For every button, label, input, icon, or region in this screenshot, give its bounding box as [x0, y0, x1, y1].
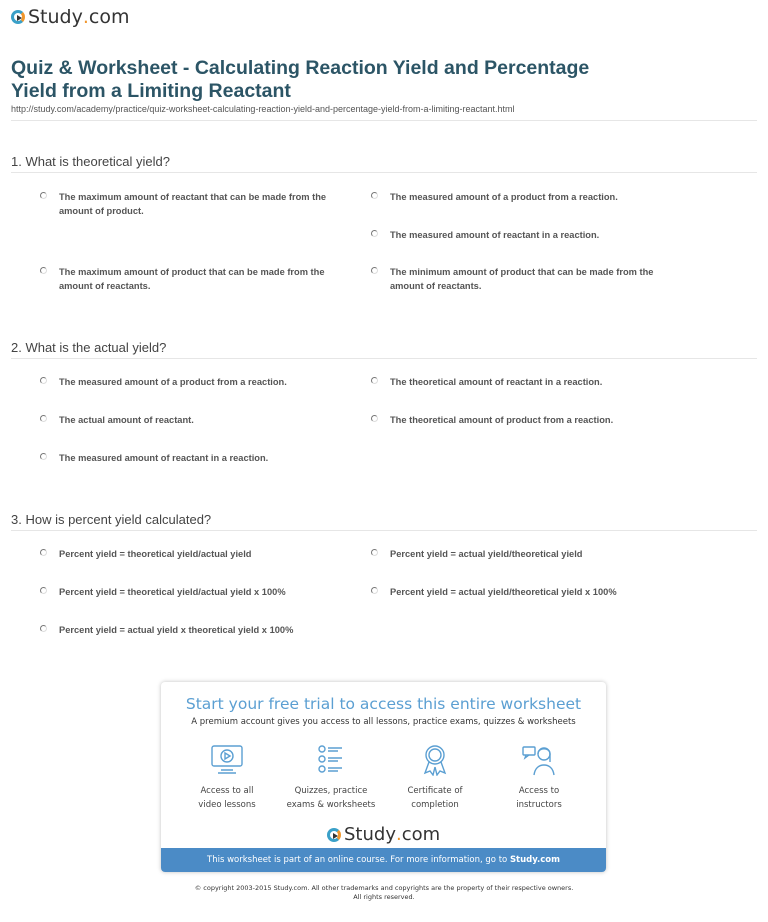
- course-banner[interactable]: [161, 848, 606, 872]
- feature-video-lessons: [172, 744, 282, 812]
- promo-subtitle: A premium account gives you access to all lessons, practice exams, quizzes & worksheets: [191, 717, 576, 727]
- radio-icon[interactable]: [40, 377, 47, 384]
- instructor-icon: [522, 744, 556, 776]
- answer-option[interactable]: [59, 547, 349, 561]
- card-study-logo[interactable]: [327, 824, 440, 845]
- copyright-footer: [0, 884, 768, 902]
- feature-label: Access to: [518, 786, 560, 796]
- video-lesson-icon: [210, 744, 244, 776]
- option-label: The measured amount of a product from a reaction.: [59, 377, 287, 387]
- option-label: Percent yield = theoretical yield/actual yield: [59, 549, 252, 559]
- logo-text: Study: [344, 824, 396, 845]
- answer-option[interactable]: [59, 451, 349, 465]
- answer-option[interactable]: [390, 228, 680, 242]
- radio-icon[interactable]: [371, 587, 378, 594]
- logo-dot: .: [82, 6, 89, 28]
- study-logo[interactable]: [11, 6, 130, 28]
- feature-label: exams & worksheets: [286, 800, 376, 810]
- logo-tld: com: [88, 6, 130, 28]
- radio-icon[interactable]: [371, 192, 378, 199]
- free-trial-card[interactable]: [161, 682, 606, 872]
- play-logo-icon: [11, 10, 25, 24]
- logo-text: Study: [28, 6, 83, 28]
- option-label: The theoretical amount of product from a reaction.: [390, 415, 614, 425]
- logo-tld: com: [401, 824, 441, 845]
- option-label: The measured amount of reactant in a reaction.: [59, 453, 269, 463]
- answer-option[interactable]: [59, 375, 349, 389]
- radio-icon[interactable]: [40, 453, 47, 460]
- answer-option[interactable]: [390, 413, 680, 427]
- radio-icon[interactable]: [40, 267, 47, 274]
- radio-icon[interactable]: [40, 415, 47, 422]
- certificate-icon: [418, 744, 452, 776]
- answer-option[interactable]: [390, 265, 680, 293]
- quiz-list-icon: [314, 744, 348, 776]
- radio-icon[interactable]: [371, 230, 378, 237]
- radio-icon[interactable]: [40, 587, 47, 594]
- feature-label: video lessons: [198, 800, 256, 810]
- option-label: The theoretical amount of reactant in a reaction.: [390, 377, 603, 387]
- answer-option[interactable]: [390, 190, 680, 204]
- answer-option[interactable]: [59, 265, 349, 293]
- divider: [11, 172, 757, 173]
- answer-option[interactable]: [59, 623, 349, 637]
- divider: [11, 530, 757, 531]
- feature-instructors: [484, 744, 594, 812]
- feature-quizzes: [276, 744, 386, 812]
- copyright-text: © copyright 2003-2015 Study.com. All other trademarks and copyrights are the property of their respective owners.: [194, 884, 574, 892]
- option-label: The maximum amount of product that can be made from the amount of reactants.: [59, 267, 325, 291]
- option-label: Percent yield = actual yield/theoretical yield x 100%: [390, 587, 617, 597]
- logo-dot: .: [395, 824, 402, 845]
- option-label: Percent yield = actual yield x theoretical yield x 100%: [59, 625, 294, 635]
- answer-option[interactable]: [59, 585, 349, 599]
- feature-label: completion: [411, 800, 459, 810]
- feature-label: Quizzes, practice: [294, 786, 368, 796]
- radio-icon[interactable]: [40, 625, 47, 632]
- option-label: The measured amount of a product from a reaction.: [390, 192, 618, 202]
- answer-option[interactable]: [59, 413, 349, 427]
- option-label: Percent yield = theoretical yield/actual yield x 100%: [59, 587, 286, 597]
- banner-link[interactable]: Study.com: [509, 855, 560, 865]
- play-logo-icon: [327, 828, 341, 842]
- feature-label: Certificate of: [407, 786, 463, 796]
- answer-option[interactable]: [390, 585, 680, 599]
- answer-option[interactable]: [390, 375, 680, 389]
- radio-icon[interactable]: [371, 267, 378, 274]
- feature-certificate: [380, 744, 490, 812]
- divider: [11, 358, 757, 359]
- banner-text: This worksheet is part of an online course. For more information, go to: [207, 855, 510, 865]
- page-title: Quiz & Worksheet - Calculating Reaction Yield and Percentage Yield from a Limiting Reactant: [11, 57, 590, 102]
- promo-title: Start your free trial to access this entire worksheet: [185, 695, 582, 713]
- question-2: 2. What is the actual yield?: [11, 340, 167, 355]
- page-url[interactable]: http://study.com/academy/practice/quiz-worksheet-calculating-reaction-yield-and-percentage-yield-from-a-limiting-reactant.html: [11, 104, 515, 114]
- radio-icon[interactable]: [40, 549, 47, 556]
- divider: [11, 120, 757, 121]
- radio-icon[interactable]: [371, 415, 378, 422]
- rights-text: All rights reserved.: [353, 893, 415, 901]
- option-label: Percent yield = actual yield/theoretical yield: [390, 549, 583, 559]
- question-3: 3. How is percent yield calculated?: [11, 512, 212, 527]
- option-label: The actual amount of reactant.: [59, 415, 194, 425]
- option-label: The measured amount of reactant in a reaction.: [390, 230, 600, 240]
- radio-icon[interactable]: [371, 549, 378, 556]
- question-1: 1. What is theoretical yield?: [11, 154, 170, 169]
- option-label: The minimum amount of product that can be made from the amount of reactants.: [390, 267, 654, 291]
- answer-option[interactable]: [59, 190, 349, 218]
- feature-label: instructors: [516, 800, 562, 810]
- option-label: The maximum amount of reactant that can be made from the amount of product.: [59, 192, 327, 216]
- answer-option[interactable]: [390, 547, 680, 561]
- radio-icon[interactable]: [371, 377, 378, 384]
- radio-icon[interactable]: [40, 192, 47, 199]
- feature-label: Access to all: [200, 786, 254, 796]
